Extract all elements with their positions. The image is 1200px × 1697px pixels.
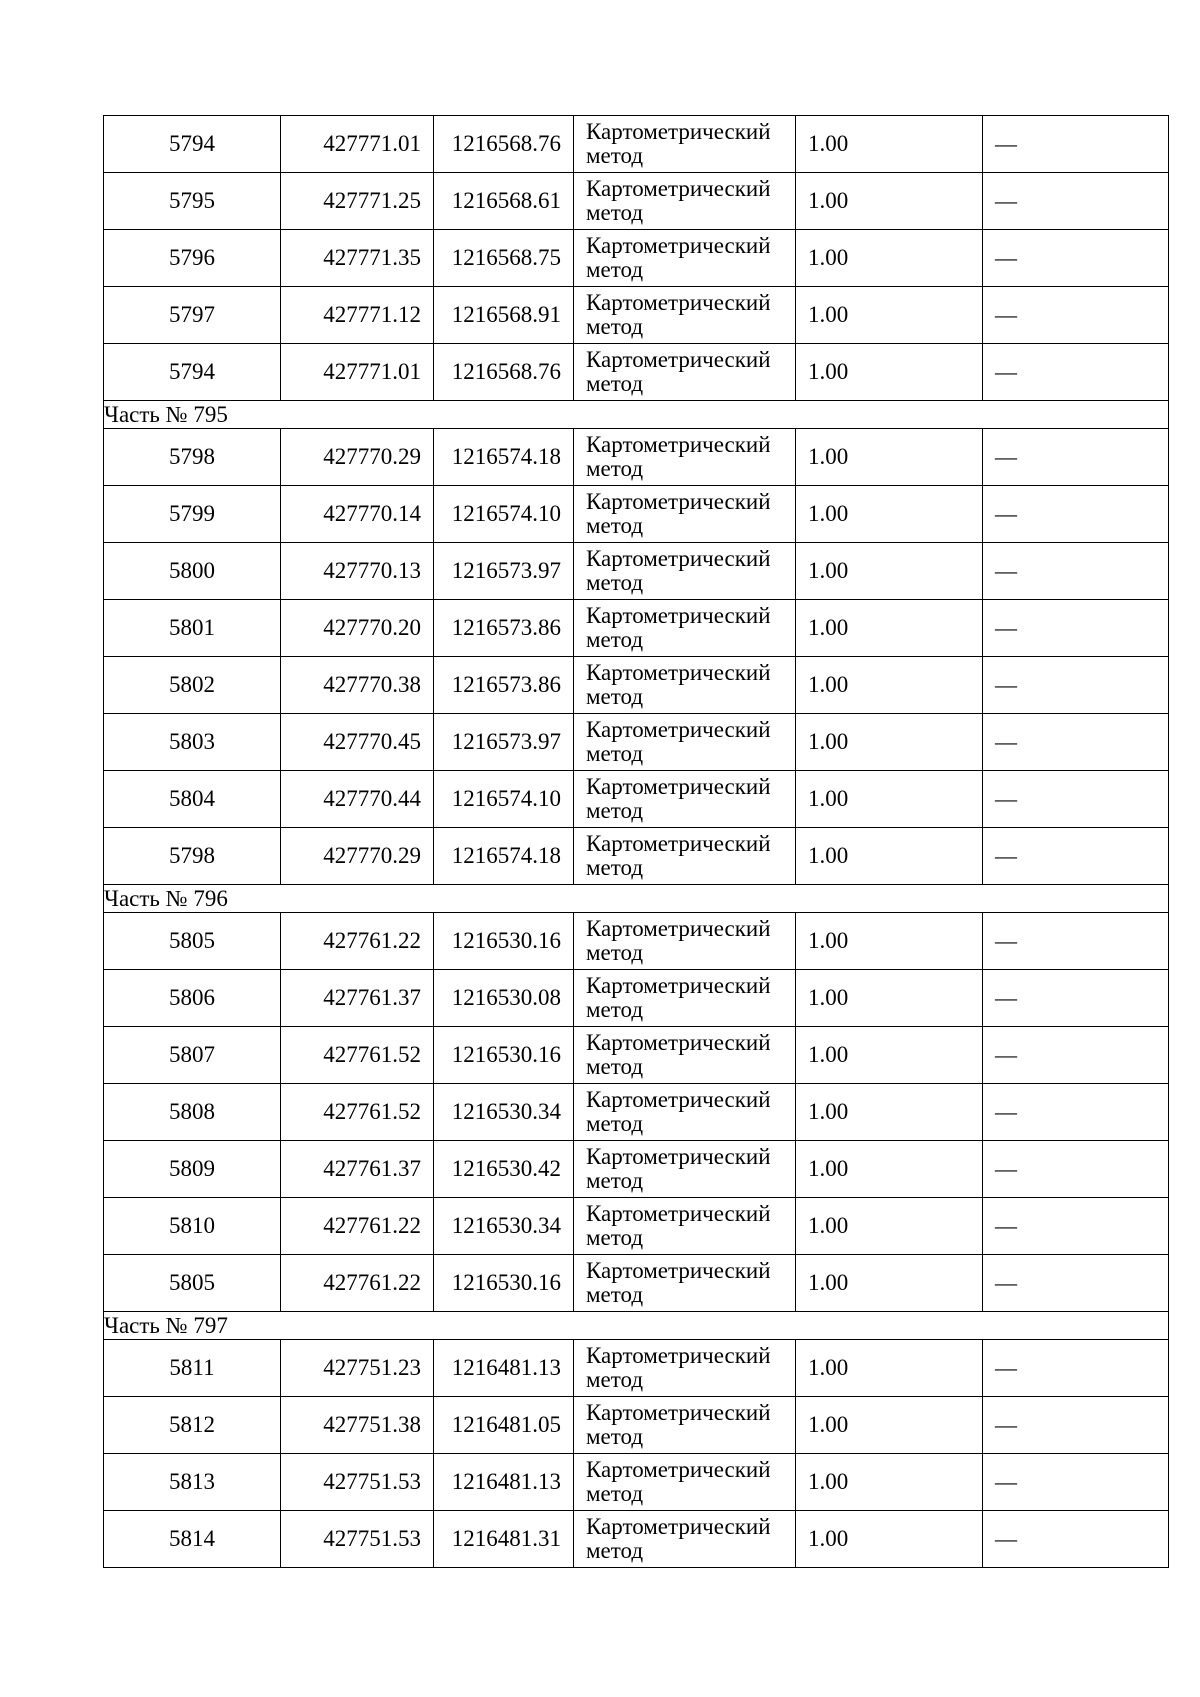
y-coordinate-cell: 1216568.91 bbox=[434, 287, 574, 344]
dash-mark: — bbox=[995, 444, 1017, 469]
method-line-2: метод bbox=[586, 1481, 644, 1506]
point-number-cell: 5794 bbox=[104, 116, 281, 173]
table-row bbox=[104, 1340, 1169, 1397]
x-coordinate-cell: 427761.37 bbox=[281, 1141, 434, 1198]
dash-mark: — bbox=[995, 1355, 1017, 1380]
method-line-1: Картометрический bbox=[586, 1400, 771, 1425]
point-number-cell: 5806 bbox=[104, 970, 281, 1027]
method-cell bbox=[574, 1198, 796, 1255]
table-row bbox=[104, 657, 1169, 714]
method-line-1: Картометрический bbox=[586, 1144, 771, 1169]
method-line-1: Картометрический bbox=[586, 432, 771, 457]
point-number-cell: 5804 bbox=[104, 771, 281, 828]
method-line-2: метод bbox=[586, 1424, 644, 1449]
table-row bbox=[104, 287, 1169, 344]
method-line-1: Картометрический bbox=[586, 290, 771, 315]
accuracy-cell: 1.00 bbox=[796, 970, 983, 1027]
point-number-cell: 5798 bbox=[104, 828, 281, 885]
method-cell bbox=[574, 1397, 796, 1454]
point-number-cell: 5811 bbox=[104, 1340, 281, 1397]
x-coordinate-cell: 427770.44 bbox=[281, 771, 434, 828]
coordinates-table bbox=[103, 115, 1169, 1568]
method-cell bbox=[574, 1084, 796, 1141]
method-line-1: Картометрический bbox=[586, 916, 771, 941]
description-cell bbox=[983, 1198, 1169, 1255]
point-number-cell: 5799 bbox=[104, 486, 281, 543]
accuracy-cell: 1.00 bbox=[796, 1397, 983, 1454]
description-cell bbox=[983, 1397, 1169, 1454]
y-coordinate-cell: 1216530.42 bbox=[434, 1141, 574, 1198]
description-cell bbox=[983, 543, 1169, 600]
method-cell bbox=[574, 1027, 796, 1084]
method-cell bbox=[574, 1255, 796, 1312]
accuracy-cell: 1.00 bbox=[796, 828, 983, 885]
x-coordinate-cell: 427761.22 bbox=[281, 1198, 434, 1255]
x-coordinate-cell: 427771.01 bbox=[281, 344, 434, 401]
description-cell bbox=[983, 1255, 1169, 1312]
dash-mark: — bbox=[995, 131, 1017, 156]
x-coordinate-cell: 427770.29 bbox=[281, 828, 434, 885]
point-number-cell: 5797 bbox=[104, 287, 281, 344]
x-coordinate-cell: 427770.20 bbox=[281, 600, 434, 657]
description-cell bbox=[983, 230, 1169, 287]
accuracy-cell: 1.00 bbox=[796, 771, 983, 828]
y-coordinate-cell: 1216574.10 bbox=[434, 486, 574, 543]
point-number-cell: 5805 bbox=[104, 913, 281, 970]
dash-mark: — bbox=[995, 843, 1017, 868]
y-coordinate-cell: 1216481.13 bbox=[434, 1454, 574, 1511]
method-line-1: Картометрический bbox=[586, 176, 771, 201]
section-header-row bbox=[104, 885, 1169, 913]
method-line-1: Картометрический bbox=[586, 347, 771, 372]
dash-mark: — bbox=[995, 558, 1017, 583]
method-line-2: метод bbox=[586, 570, 644, 595]
table-row bbox=[104, 429, 1169, 486]
accuracy-cell: 1.00 bbox=[796, 600, 983, 657]
point-number-cell: 5802 bbox=[104, 657, 281, 714]
method-cell bbox=[574, 116, 796, 173]
y-coordinate-cell: 1216568.61 bbox=[434, 173, 574, 230]
x-coordinate-cell: 427771.01 bbox=[281, 116, 434, 173]
dash-mark: — bbox=[995, 729, 1017, 754]
point-number-cell: 5796 bbox=[104, 230, 281, 287]
method-cell bbox=[574, 230, 796, 287]
method-line-1: Картометрический bbox=[586, 1087, 771, 1112]
method-line-2: метод bbox=[586, 1538, 644, 1563]
y-coordinate-cell: 1216530.34 bbox=[434, 1084, 574, 1141]
method-line-2: метод bbox=[586, 456, 644, 481]
point-number-cell: 5795 bbox=[104, 173, 281, 230]
dash-mark: — bbox=[995, 1526, 1017, 1551]
method-cell bbox=[574, 344, 796, 401]
description-cell bbox=[983, 429, 1169, 486]
point-number-cell: 5814 bbox=[104, 1511, 281, 1568]
x-coordinate-cell: 427771.25 bbox=[281, 173, 434, 230]
method-cell bbox=[574, 913, 796, 970]
x-coordinate-cell: 427751.38 bbox=[281, 1397, 434, 1454]
method-line-1: Картометрический bbox=[586, 603, 771, 628]
dash-mark: — bbox=[995, 359, 1017, 384]
table-row bbox=[104, 1027, 1169, 1084]
method-line-2: метод bbox=[586, 684, 644, 709]
table-row bbox=[104, 828, 1169, 885]
point-number-cell: 5794 bbox=[104, 344, 281, 401]
description-cell bbox=[983, 116, 1169, 173]
accuracy-cell: 1.00 bbox=[796, 287, 983, 344]
y-coordinate-cell: 1216573.97 bbox=[434, 714, 574, 771]
description-cell bbox=[983, 1084, 1169, 1141]
x-coordinate-cell: 427751.53 bbox=[281, 1454, 434, 1511]
section-header-row bbox=[104, 1312, 1169, 1340]
dash-mark: — bbox=[995, 1213, 1017, 1238]
method-line-1: Картометрический bbox=[586, 1030, 771, 1055]
x-coordinate-cell: 427770.14 bbox=[281, 486, 434, 543]
x-coordinate-cell: 427770.13 bbox=[281, 543, 434, 600]
table-row bbox=[104, 543, 1169, 600]
method-line-1: Картометрический bbox=[586, 660, 771, 685]
dash-mark: — bbox=[995, 1042, 1017, 1067]
table-row bbox=[104, 1198, 1169, 1255]
method-cell bbox=[574, 173, 796, 230]
y-coordinate-cell: 1216573.97 bbox=[434, 543, 574, 600]
dash-mark: — bbox=[995, 672, 1017, 697]
method-line-2: метод bbox=[586, 371, 644, 396]
dash-mark: — bbox=[995, 1270, 1017, 1295]
accuracy-cell: 1.00 bbox=[796, 1198, 983, 1255]
x-coordinate-cell: 427771.35 bbox=[281, 230, 434, 287]
y-coordinate-cell: 1216573.86 bbox=[434, 657, 574, 714]
method-line-2: метод bbox=[586, 1054, 644, 1079]
description-cell bbox=[983, 1511, 1169, 1568]
accuracy-cell: 1.00 bbox=[796, 543, 983, 600]
method-cell bbox=[574, 486, 796, 543]
y-coordinate-cell: 1216530.16 bbox=[434, 1027, 574, 1084]
y-coordinate-cell: 1216574.18 bbox=[434, 429, 574, 486]
table-row bbox=[104, 913, 1169, 970]
table-row bbox=[104, 116, 1169, 173]
method-line-2: метод bbox=[586, 257, 644, 282]
x-coordinate-cell: 427770.29 bbox=[281, 429, 434, 486]
accuracy-cell: 1.00 bbox=[796, 230, 983, 287]
table-row bbox=[104, 1255, 1169, 1312]
y-coordinate-cell: 1216568.75 bbox=[434, 230, 574, 287]
dash-mark: — bbox=[995, 1156, 1017, 1181]
method-line-2: метод bbox=[586, 1225, 644, 1250]
method-line-1: Картометрический bbox=[586, 1258, 771, 1283]
table-row bbox=[104, 771, 1169, 828]
method-line-2: метод bbox=[586, 627, 644, 652]
method-line-1: Картометрический bbox=[586, 489, 771, 514]
point-number-cell: 5807 bbox=[104, 1027, 281, 1084]
method-cell bbox=[574, 1454, 796, 1511]
method-line-1: Картометрический bbox=[586, 973, 771, 998]
point-number-cell: 5798 bbox=[104, 429, 281, 486]
method-cell bbox=[574, 543, 796, 600]
accuracy-cell: 1.00 bbox=[796, 429, 983, 486]
method-cell bbox=[574, 771, 796, 828]
y-coordinate-cell: 1216530.16 bbox=[434, 913, 574, 970]
method-line-1: Картометрический bbox=[586, 717, 771, 742]
method-cell bbox=[574, 600, 796, 657]
method-line-2: метод bbox=[586, 997, 644, 1022]
accuracy-cell: 1.00 bbox=[796, 116, 983, 173]
accuracy-cell: 1.00 bbox=[796, 344, 983, 401]
dash-mark: — bbox=[995, 302, 1017, 327]
dash-mark: — bbox=[995, 615, 1017, 640]
y-coordinate-cell: 1216481.13 bbox=[434, 1340, 574, 1397]
dash-mark: — bbox=[995, 786, 1017, 811]
dash-mark: — bbox=[995, 985, 1017, 1010]
description-cell bbox=[983, 714, 1169, 771]
description-cell bbox=[983, 287, 1169, 344]
table-row bbox=[104, 344, 1169, 401]
dash-mark: — bbox=[995, 928, 1017, 953]
point-number-cell: 5812 bbox=[104, 1397, 281, 1454]
x-coordinate-cell: 427761.37 bbox=[281, 970, 434, 1027]
point-number-cell: 5803 bbox=[104, 714, 281, 771]
method-line-2: метод bbox=[586, 798, 644, 823]
table-row bbox=[104, 600, 1169, 657]
coordinates-table-body bbox=[104, 116, 1169, 1568]
method-line-2: метод bbox=[586, 314, 644, 339]
method-cell bbox=[574, 970, 796, 1027]
description-cell bbox=[983, 1027, 1169, 1084]
y-coordinate-cell: 1216481.31 bbox=[434, 1511, 574, 1568]
point-number-cell: 5813 bbox=[104, 1454, 281, 1511]
dash-mark: — bbox=[995, 501, 1017, 526]
description-cell bbox=[983, 344, 1169, 401]
x-coordinate-cell: 427770.45 bbox=[281, 714, 434, 771]
method-line-1: Картометрический bbox=[586, 1457, 771, 1482]
method-line-2: метод bbox=[586, 1367, 644, 1392]
method-line-1: Картометрический bbox=[586, 831, 771, 856]
description-cell bbox=[983, 828, 1169, 885]
y-coordinate-cell: 1216568.76 bbox=[434, 116, 574, 173]
y-coordinate-cell: 1216530.34 bbox=[434, 1198, 574, 1255]
x-coordinate-cell: 427761.52 bbox=[281, 1027, 434, 1084]
accuracy-cell: 1.00 bbox=[796, 1340, 983, 1397]
point-number-cell: 5800 bbox=[104, 543, 281, 600]
x-coordinate-cell: 427751.23 bbox=[281, 1340, 434, 1397]
table-row bbox=[104, 1397, 1169, 1454]
x-coordinate-cell: 427771.12 bbox=[281, 287, 434, 344]
method-line-2: метод bbox=[586, 200, 644, 225]
method-cell bbox=[574, 714, 796, 771]
table-row bbox=[104, 1454, 1169, 1511]
y-coordinate-cell: 1216481.05 bbox=[434, 1397, 574, 1454]
accuracy-cell: 1.00 bbox=[796, 1511, 983, 1568]
description-cell bbox=[983, 1340, 1169, 1397]
point-number-cell: 5808 bbox=[104, 1084, 281, 1141]
point-number-cell: 5810 bbox=[104, 1198, 281, 1255]
section-header-row bbox=[104, 401, 1169, 429]
description-cell bbox=[983, 657, 1169, 714]
point-number-cell: 5801 bbox=[104, 600, 281, 657]
dash-mark: — bbox=[995, 1412, 1017, 1437]
method-line-1: Картометрический bbox=[586, 1343, 771, 1368]
x-coordinate-cell: 427751.53 bbox=[281, 1511, 434, 1568]
dash-mark: — bbox=[995, 1099, 1017, 1124]
accuracy-cell: 1.00 bbox=[796, 486, 983, 543]
table-row bbox=[104, 173, 1169, 230]
accuracy-cell: 1.00 bbox=[796, 1027, 983, 1084]
description-cell bbox=[983, 771, 1169, 828]
description-cell bbox=[983, 970, 1169, 1027]
table-row bbox=[104, 1084, 1169, 1141]
accuracy-cell: 1.00 bbox=[796, 1084, 983, 1141]
accuracy-cell: 1.00 bbox=[796, 1454, 983, 1511]
x-coordinate-cell: 427761.22 bbox=[281, 913, 434, 970]
table-row bbox=[104, 230, 1169, 287]
method-line-2: метод bbox=[586, 143, 644, 168]
x-coordinate-cell: 427761.22 bbox=[281, 1255, 434, 1312]
method-line-1: Картометрический bbox=[586, 1514, 771, 1539]
section-label: Часть № 796 bbox=[104, 885, 1169, 913]
method-line-2: метод bbox=[586, 940, 644, 965]
description-cell bbox=[983, 913, 1169, 970]
description-cell bbox=[983, 486, 1169, 543]
method-cell bbox=[574, 657, 796, 714]
method-line-2: метод bbox=[586, 1282, 644, 1307]
method-line-1: Картометрический bbox=[586, 233, 771, 258]
x-coordinate-cell: 427761.52 bbox=[281, 1084, 434, 1141]
method-line-2: метод bbox=[586, 513, 644, 538]
table-row bbox=[104, 714, 1169, 771]
accuracy-cell: 1.00 bbox=[796, 1141, 983, 1198]
accuracy-cell: 1.00 bbox=[796, 913, 983, 970]
accuracy-cell: 1.00 bbox=[796, 1255, 983, 1312]
y-coordinate-cell: 1216530.08 bbox=[434, 970, 574, 1027]
method-cell bbox=[574, 1340, 796, 1397]
table-row bbox=[104, 1511, 1169, 1568]
accuracy-cell: 1.00 bbox=[796, 714, 983, 771]
y-coordinate-cell: 1216574.18 bbox=[434, 828, 574, 885]
y-coordinate-cell: 1216530.16 bbox=[434, 1255, 574, 1312]
y-coordinate-cell: 1216568.76 bbox=[434, 344, 574, 401]
accuracy-cell: 1.00 bbox=[796, 173, 983, 230]
accuracy-cell: 1.00 bbox=[796, 657, 983, 714]
method-line-2: метод bbox=[586, 741, 644, 766]
point-number-cell: 5809 bbox=[104, 1141, 281, 1198]
method-line-1: Картометрический bbox=[586, 1201, 771, 1226]
method-line-1: Картометрический bbox=[586, 774, 771, 799]
description-cell bbox=[983, 600, 1169, 657]
table-row bbox=[104, 1141, 1169, 1198]
y-coordinate-cell: 1216573.86 bbox=[434, 600, 574, 657]
x-coordinate-cell: 427770.38 bbox=[281, 657, 434, 714]
method-cell bbox=[574, 287, 796, 344]
dash-mark: — bbox=[995, 245, 1017, 270]
y-coordinate-cell: 1216574.10 bbox=[434, 771, 574, 828]
dash-mark: — bbox=[995, 1469, 1017, 1494]
table-row bbox=[104, 970, 1169, 1027]
method-line-1: Картометрический bbox=[586, 546, 771, 571]
method-cell bbox=[574, 429, 796, 486]
description-cell bbox=[983, 173, 1169, 230]
section-label: Часть № 795 bbox=[104, 401, 1169, 429]
point-number-cell: 5805 bbox=[104, 1255, 281, 1312]
method-line-1: Картометрический bbox=[586, 119, 771, 144]
method-cell bbox=[574, 1141, 796, 1198]
description-cell bbox=[983, 1454, 1169, 1511]
method-line-2: метод bbox=[586, 1111, 644, 1136]
table-row bbox=[104, 486, 1169, 543]
dash-mark: — bbox=[995, 188, 1017, 213]
description-cell bbox=[983, 1141, 1169, 1198]
method-cell bbox=[574, 1511, 796, 1568]
method-line-2: метод bbox=[586, 1168, 644, 1193]
section-label: Часть № 797 bbox=[104, 1312, 1169, 1340]
method-line-2: метод bbox=[586, 855, 644, 880]
method-cell bbox=[574, 828, 796, 885]
